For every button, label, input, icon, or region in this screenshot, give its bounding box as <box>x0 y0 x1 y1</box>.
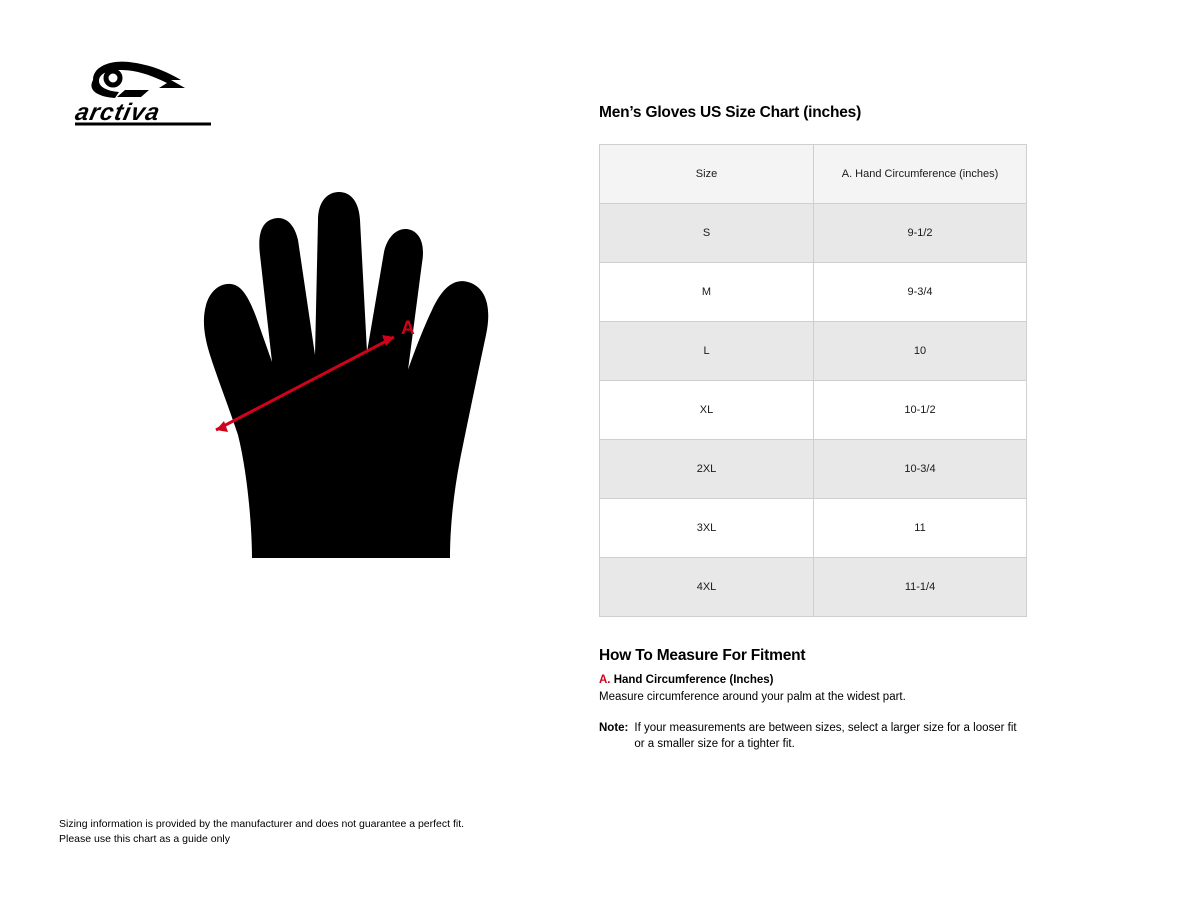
disclaimer-line-2: Please use this chart as a guide only <box>59 833 231 846</box>
table-row <box>600 204 1027 263</box>
cell-circumference: 10-1/2 <box>814 381 1027 440</box>
cell-circumference: 10-3/4 <box>814 440 1027 499</box>
header-cell-size: Size <box>600 145 814 204</box>
table-row <box>600 263 1027 322</box>
table-row <box>600 440 1027 499</box>
disclaimer-line-1: Sizing information is provided by the manufacturer and does not guarantee a perfect fit. <box>59 818 465 830</box>
fitment-note <box>599 721 1020 752</box>
note-text: If your measurements are between sizes, select a larger size for a looser fit or a smaller size for a tighter fit. <box>634 722 1017 750</box>
measure-item-heading <box>599 673 1020 689</box>
cell-size: 3XL <box>600 499 814 558</box>
arctiva-logo <box>63 50 223 130</box>
cell-size: 2XL <box>600 440 814 499</box>
table-row <box>600 499 1027 558</box>
size-chart-table <box>599 144 1027 617</box>
cell-size: XL <box>600 381 814 440</box>
cell-circumference: 9-1/2 <box>814 204 1027 263</box>
header-cell-hand-circumference: A. Hand Circumference (inches) <box>814 145 1027 204</box>
measure-item-title: Hand Circumference (Inches) <box>613 674 774 686</box>
how-to-measure-heading: How To Measure For Fitment <box>599 647 806 664</box>
cell-circumference: 10 <box>814 322 1027 381</box>
cell-circumference: 11 <box>814 499 1027 558</box>
svg-text:arctiva: arctiva <box>72 99 163 126</box>
table-row <box>600 381 1027 440</box>
cell-circumference: 11-1/4 <box>814 558 1027 617</box>
hand-outline-illustration <box>120 130 540 580</box>
cell-size: S <box>600 204 814 263</box>
disclaimer-footer <box>59 817 464 847</box>
measure-item-letter: A. <box>599 674 611 686</box>
note-label: Note: <box>599 722 629 735</box>
measure-item-description: Measure circumference around your palm at the widest part. <box>599 690 906 703</box>
page-title: Men’s Gloves US Size Chart (inches) <box>599 104 862 121</box>
size-chart-panel <box>599 104 1020 752</box>
cell-size: L <box>600 322 814 381</box>
table-row <box>600 558 1027 617</box>
cell-size: 4XL <box>600 558 814 617</box>
cell-size: M <box>600 263 814 322</box>
how-to-measure-section <box>599 647 1020 752</box>
table-header-row <box>600 145 1027 204</box>
measure-label-a: A <box>401 318 415 339</box>
cell-circumference: 9-3/4 <box>814 263 1027 322</box>
table-row <box>600 322 1027 381</box>
